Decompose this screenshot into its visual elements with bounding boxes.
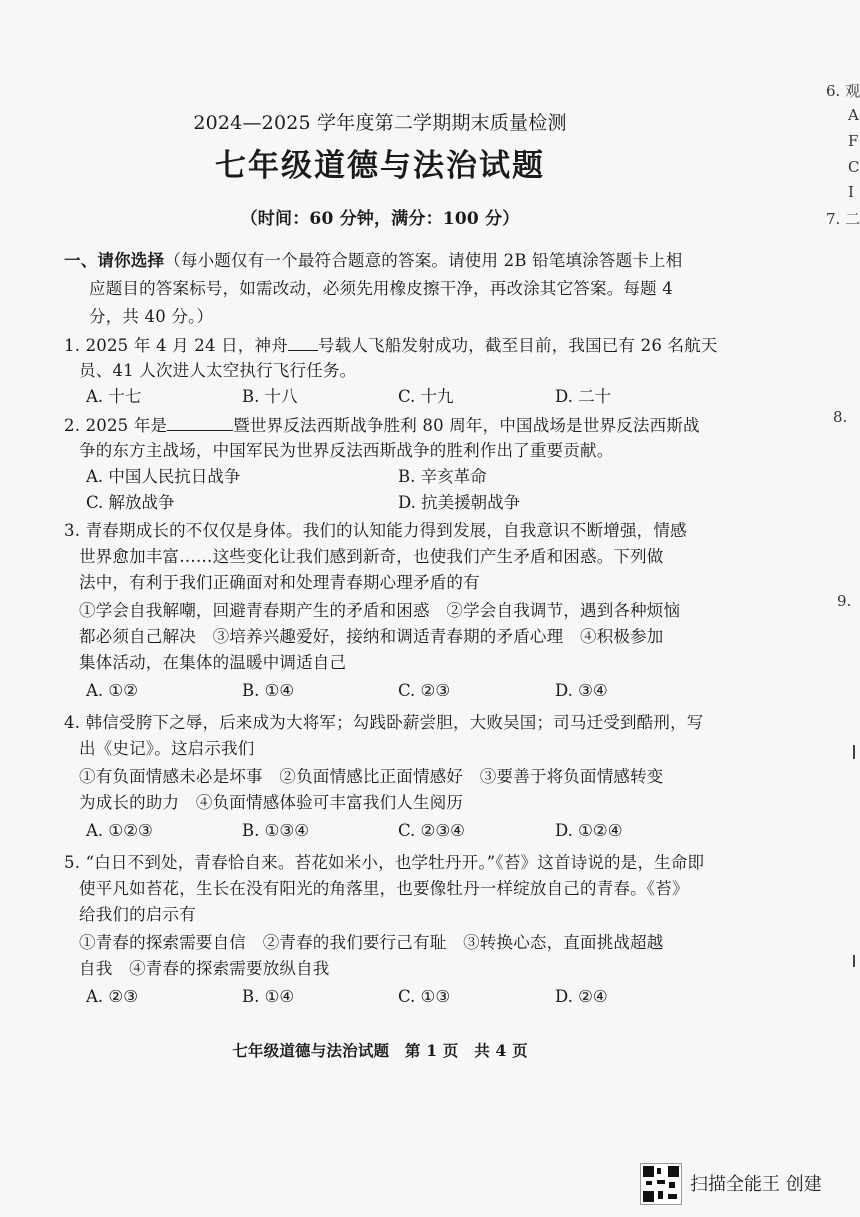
section1-instruction-line3: 分，共 40 分。） bbox=[89, 307, 214, 326]
q2-option-a: A. 中国人民抗日战争 bbox=[86, 467, 241, 486]
q4-option-d: D. ①②④ bbox=[555, 821, 623, 840]
q2-option-d: D. 抗美援朝战争 bbox=[398, 493, 521, 512]
q4-statement-line2: 为成长的助力 ④负面情感体验可丰富我们人生阅历 bbox=[79, 793, 464, 812]
edge-q8: 8. bbox=[833, 408, 848, 426]
section1-instruction-line1: 一、请你选择（每小题仅有一个最符合题意的答案。请使用 2B 铅笔填涂答题卡上相 bbox=[64, 251, 683, 270]
edge-q6-d: I bbox=[848, 183, 854, 201]
q3-option-c: C. ②③ bbox=[398, 681, 451, 700]
q1-option-a: A. 十七 bbox=[86, 387, 142, 406]
page-footer: 七年级道德与法治试题 第 1 页 共 4 页 bbox=[232, 1041, 528, 1060]
q3-statement-line3: 集体活动，在集体的温暖中调适自己 bbox=[79, 653, 347, 672]
q4-stem-line2: 出《史记》。这启示我们 bbox=[79, 739, 255, 758]
section1-instruction-line2: 应题目的答案标号，如需改动，必须先用橡皮擦干净，再改涂其它答案。每题 4 bbox=[89, 279, 673, 298]
edge-q7: 7. 二 bbox=[826, 210, 860, 228]
q5-statement-line1: ①青春的探索需要自信 ②青春的我们要行己有耻 ③转换心态，直面挑战超越 bbox=[79, 933, 664, 952]
q3-statement-line1: ①学会自我解嘲，回避青春期产生的矛盾和困惑 ②学会自我调节，遇到各种烦恼 bbox=[79, 601, 681, 620]
q4-option-a: A. ①②③ bbox=[86, 821, 153, 840]
edge-q6-b: F bbox=[848, 132, 859, 150]
q1-blank bbox=[288, 334, 318, 351]
q5-option-a: A. ②③ bbox=[86, 987, 138, 1006]
q2-option-c: C. 解放战争 bbox=[86, 493, 175, 512]
q4-option-b: B. ①③④ bbox=[242, 821, 309, 840]
edge-mark bbox=[853, 745, 855, 759]
scanner-brand: 扫描全能王 创建 bbox=[690, 1174, 822, 1195]
q4-statement-line1: ①有负面情感未必是坏事 ②负面情感比正面情感好 ③要善于将负面情感转变 bbox=[79, 767, 664, 786]
q1-option-b: B. 十八 bbox=[242, 387, 298, 406]
edge-q6: 6. 观 bbox=[826, 82, 860, 100]
q3-option-d: D. ③④ bbox=[555, 681, 608, 700]
q5-option-c: C. ①③ bbox=[398, 987, 451, 1006]
q5-stem-line1: 5. “白日不到处，青春恰自来。苔花如米小，也学牡丹开。”《苔》这首诗说的是，生命即 bbox=[64, 853, 705, 872]
exam-year-title: 2024—2025 学年度第二学期期末质量检测 bbox=[193, 112, 567, 134]
edge-q9: 9. bbox=[837, 592, 852, 610]
q3-statement-line2: 都必须自己解决 ③培养兴趣爱好，接纳和调适青春期的矛盾心理 ④积极参加 bbox=[79, 627, 664, 646]
q2-stem-line2: 争的东方主战场，中国军民为世界反法西斯战争的胜利作出了重要贡献。 bbox=[79, 441, 614, 460]
q3-stem-line2: 世界愈加丰富……这些变化让我们感到新奇，也使我们产生矛盾和困惑。下列做 bbox=[79, 547, 664, 566]
q3-option-a: A. ①② bbox=[86, 681, 138, 700]
q5-option-b: B. ①④ bbox=[242, 987, 295, 1006]
q5-statement-line2: 自我 ④青春的探索需要放纵自我 bbox=[79, 959, 330, 978]
exam-time-info: （时间：60 分钟，满分：100 分） bbox=[240, 209, 520, 229]
qr-code-icon bbox=[640, 1163, 682, 1205]
q4-stem-line1: 4. 韩信受胯下之辱，后来成为大将军；勾践卧薪尝胆，大败吴国；司马迁受到酷刑，写 bbox=[64, 713, 704, 732]
exam-main-title: 七年级道德与法治试题 bbox=[215, 148, 545, 184]
edge-mark bbox=[853, 955, 855, 967]
q2-stem-line1: 2. 2025 年是 暨世界反法西斯战争胜利 80 周年，中国战场是世界反法西斯战 bbox=[64, 416, 700, 435]
q3-option-b: B. ①④ bbox=[242, 681, 295, 700]
q5-stem-line3: 给我们的启示有 bbox=[79, 905, 196, 924]
edge-q6-a: A bbox=[848, 106, 859, 124]
q3-stem-line3: 法中，有利于我们正确面对和处理青春期心理矛盾的有 bbox=[79, 573, 480, 592]
q5-option-d: D. ②④ bbox=[555, 987, 608, 1006]
q5-stem-line2: 使平凡如苔花，生长在没有阳光的角落里，也要像牡丹一样绽放自己的青春。《苔》 bbox=[79, 879, 689, 898]
edge-q6-c: C bbox=[848, 158, 860, 176]
q2-blank bbox=[167, 414, 233, 431]
section1-heading: 一、请你选择 bbox=[64, 251, 165, 270]
q4-option-c: C. ②③④ bbox=[398, 821, 465, 840]
q1-stem-line1: 1. 2025 年 4 月 24 日，神舟 号载人飞船发射成功，截至目前，我国已有 26 名航天 bbox=[64, 336, 718, 355]
q1-stem-line2: 员、41 人次进人太空执行飞行任务。 bbox=[79, 361, 357, 380]
q1-option-c: C. 十九 bbox=[398, 387, 454, 406]
q2-option-b: B. 辛亥革命 bbox=[398, 467, 487, 486]
q1-option-d: D. 二十 bbox=[555, 387, 612, 406]
q3-stem-line1: 3. 青春期成长的不仅仅是身体。我们的认知能力得到发展，自我意识不断增强，情感 bbox=[64, 521, 687, 540]
